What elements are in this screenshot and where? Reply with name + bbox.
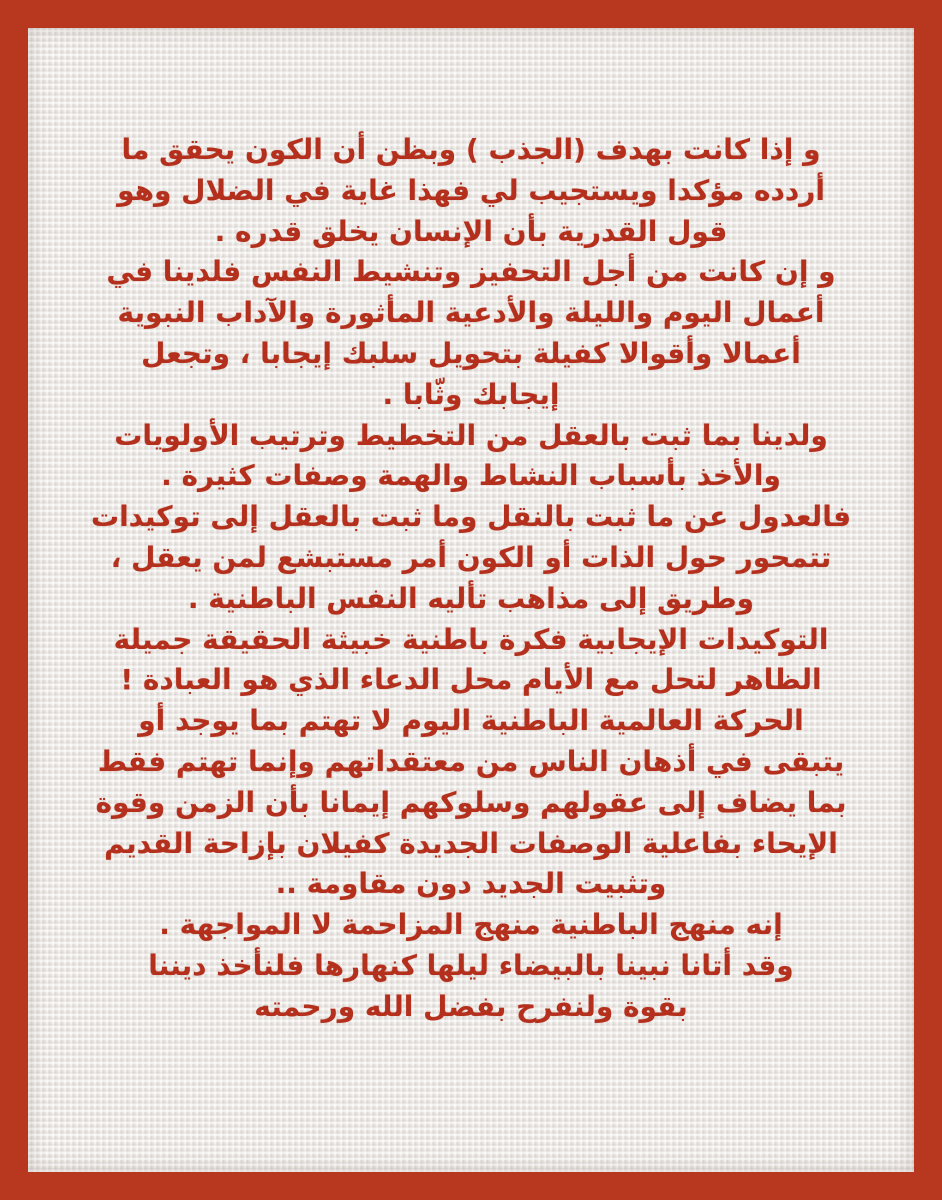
text-line-16: يتبقى في أذهان الناس من معتقداتهم وإنما تهتم فقط [97, 744, 845, 778]
arabic-text-block [68, 130, 874, 1028]
text-line-11: تتمحور حول الذات أو الكون أمر مستبشع لمن يعقل ، [110, 540, 832, 574]
text-line-7: إيجابك وثّابا . [382, 377, 560, 411]
text-line-3: قول القدرية بأن الإنسان يخلق قدره . [214, 214, 728, 248]
text-line-8: ولدينا بما ثبت بالعقل من التخطيط وترتيب الأولويات [114, 418, 828, 452]
text-line-10: فالعدول عن ما ثبت بالنقل وما ثبت بالعقل إلى توكيدات [90, 500, 852, 534]
text-line-13: التوكيدات الإيجابية فكرة باطنية خبيثة الحقيقة جميلة [113, 622, 829, 656]
text-line-12: وطريق إلى مذاهب تأليه النفس الباطنية . [187, 581, 755, 615]
text-line-18: الإيحاء بفاعلية الوصفات الجديدة كفيلان بإزاحة القديم [104, 826, 838, 860]
text-line-19: وتثبيت الجديد دون مقاومة .. [275, 867, 667, 901]
text-line-17: بما يضاف إلى عقولهم وسلوكهم إيمانا بأن الزمن وقوة [95, 785, 847, 819]
text-line-15: الحركة العالمية الباطنية اليوم لا تهتم بما يوجد أو [138, 704, 804, 738]
text-line-21: وقد أتانا نبينا بالبيضاء ليلها كنهارها فلنأخذ ديننا [148, 948, 794, 982]
text-line-4: و إن كانت من أجل التحفيز وتنشيط النفس فلدينا في [106, 255, 836, 289]
text-line-20: إنه منهج الباطنية منهج المزاحمة لا المواجهة . [159, 908, 783, 942]
text-line-5: أعمال اليوم والليلة والأدعية المأثورة والآداب النبوية [117, 296, 825, 330]
text-line-14: الظاهر لتحل مع الأيام محل الدعاء الذي هو العبادة ! [120, 663, 822, 697]
linen-canvas [28, 28, 914, 1172]
text-line-22: بقوة ولنفرح بفضل الله ورحمته [254, 989, 688, 1023]
text-line-1: و إذا كانت بهدف (الجذب ) وبظن أن الكون يحقق ما [121, 133, 821, 166]
text-line-6: أعمالا وأقوالا كفيلة بتحويل سلبك إيجابا ، وتجعل [141, 336, 801, 370]
text-line-9: والأخذ بأسباب النشاط والهمة وصفات كثيرة . [161, 459, 781, 493]
text-line-2: أردده مؤكدا ويستجيب لي فهذا غاية في الضلال وهو [117, 173, 825, 207]
